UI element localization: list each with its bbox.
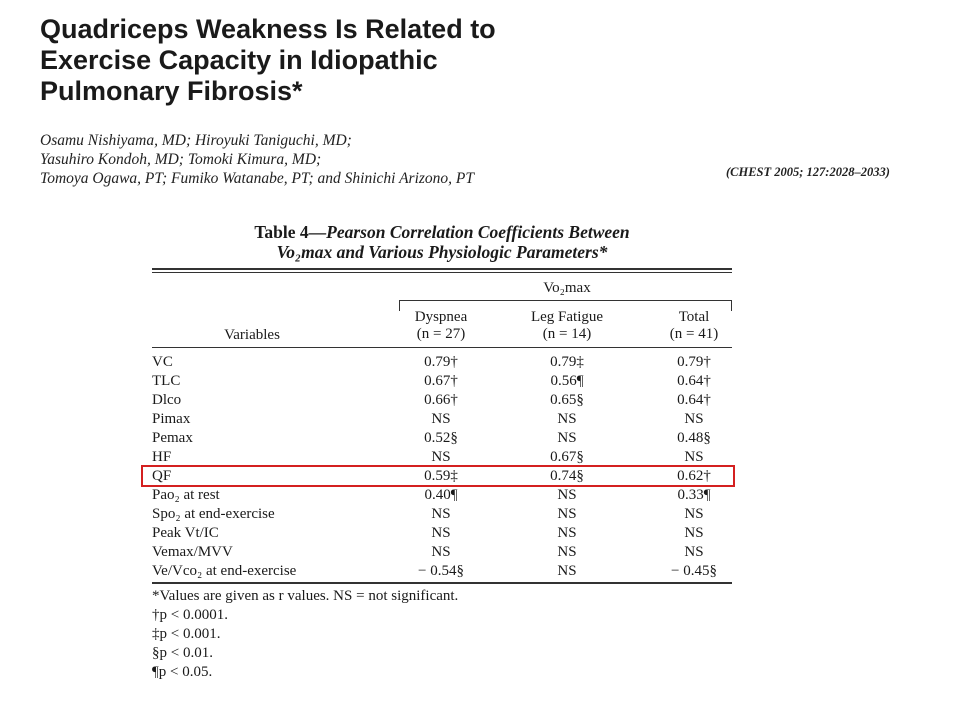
cell-dyspnea: 0.66† [424,392,458,408]
cell-dyspnea: 0.79† [424,354,458,370]
row-variable: Pemax [152,430,193,446]
cell-leg-fatigue: 0.67§ [550,449,584,465]
footnote: †p < 0.0001. [152,607,228,623]
table-caption [152,222,732,262]
cell-dyspnea: − 0.54§ [418,563,464,579]
cell-total: 0.48§ [677,430,711,446]
cell-dyspnea: NS [431,525,451,541]
paper-title [40,14,740,107]
column-header-n: (n = 27) [416,326,466,342]
authors-line-1: Osamu Nishiyama, MD; Hiroyuki Taniguchi, MD; [40,132,352,149]
title-line-3: Pulmonary Fibrosis* [40,76,303,106]
column-header-total [648,309,740,343]
column-header-variables: Variables [224,327,280,343]
table-top-rule-1 [152,268,732,270]
row-variable: VC [152,354,173,370]
cell-dyspnea: NS [431,544,451,560]
cell-total: − 0.45§ [671,563,717,579]
footnote: §p < 0.01. [152,645,213,661]
row-variable: Pimax [152,411,191,427]
cell-total: 0.33¶ [677,487,711,503]
table-caption-lead: Table 4— [254,222,327,242]
cell-total: NS [684,506,704,522]
cell-leg-fatigue: NS [557,563,577,579]
table-bottom-rule [152,582,732,584]
column-header-name: Total [678,309,710,325]
row-variable: TLC [152,373,181,389]
cell-leg-fatigue: 0.56¶ [550,373,584,389]
author-list [40,131,740,188]
cell-total: NS [684,411,704,427]
authors-line-2: Yasuhiro Kondoh, MD; Tomoki Kimura, MD; [40,151,322,168]
cell-dyspnea: NS [431,411,451,427]
cell-leg-fatigue: NS [557,544,577,560]
cell-total: 0.62† [677,468,711,484]
cell-total: 0.64† [677,373,711,389]
qf-row-highlight-box [141,465,735,487]
column-header-leg-fatigue [505,309,629,343]
cell-dyspnea: 0.52§ [424,430,458,446]
row-variable: QF [152,468,172,484]
footnote: ‡p < 0.001. [152,626,221,642]
cell-dyspnea: 0.40¶ [424,487,458,503]
table-header-rule [152,347,732,348]
cell-total: 0.79† [677,354,711,370]
cell-leg-fatigue: NS [557,487,577,503]
authors-line-3: Tomoya Ogawa, PT; Fumiko Watanabe, PT; and Shinichi Arizono, PT [40,170,475,187]
column-header-dyspnea [386,309,496,343]
column-header-n: (n = 14) [542,326,592,342]
cell-total: 0.64† [677,392,711,408]
cell-dyspnea: NS [431,506,451,522]
row-variable: HF [152,449,172,465]
title-line-1: Quadriceps Weakness Is Related to [40,14,496,44]
cell-dyspnea: NS [431,449,451,465]
footnote: ¶p < 0.05. [152,664,213,680]
row-variable: Pao₂ at rest [152,487,220,503]
row-variable: Ve/Vco₂ at end-exercise [152,563,297,579]
cell-dyspnea: 0.59‡ [424,468,458,484]
row-variable: Vemax/MVV [152,544,233,560]
table-top-rule-2 [152,272,732,273]
cell-leg-fatigue: 0.74§ [550,468,584,484]
row-variable: Peak Vt/IC [152,525,219,541]
title-line-2: Exercise Capacity in Idiopathic [40,45,438,75]
cell-leg-fatigue: NS [557,430,577,446]
cell-leg-fatigue: 0.79‡ [550,354,584,370]
row-variable: Dlco [152,392,182,408]
footnote: *Values are given as r values. NS = not significant. [152,588,459,604]
row-variable: Spo₂ at end-exercise [152,506,275,522]
cell-leg-fatigue: 0.65§ [550,392,584,408]
cell-total: NS [684,544,704,560]
cell-leg-fatigue: NS [557,525,577,541]
column-header-name: Leg Fatigue [530,309,604,325]
cell-dyspnea: 0.67† [424,373,458,389]
group-header-vo2max: Vo₂max [543,280,591,296]
column-header-name: Dyspnea [414,309,468,325]
journal-citation: (CHEST 2005; 127:2028–2033) [726,165,890,179]
table-caption-line-1 [152,222,732,242]
cell-total: NS [684,449,704,465]
table-caption-text-1: Pearson Correlation Coefficients Between [326,222,630,242]
table-caption-line-2: Vo₂max and Various Physiologic Parameters* [276,242,608,262]
cell-leg-fatigue: NS [557,411,577,427]
column-header-n: (n = 41) [669,326,719,342]
cell-total: NS [684,525,704,541]
cell-leg-fatigue: NS [557,506,577,522]
